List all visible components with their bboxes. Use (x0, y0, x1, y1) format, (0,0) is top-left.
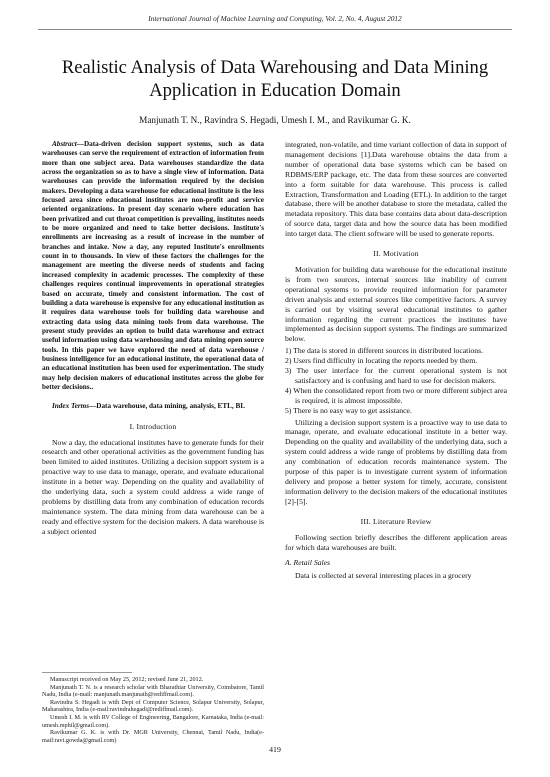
findings-list (285, 346, 507, 415)
left-column (42, 140, 264, 539)
section-heading-literature-review: III. Literature Review (360, 516, 432, 526)
right-column (285, 140, 507, 583)
footnote: Ravindra S. Hegadi is with Dept of Computer Science, Solapur University, Solapur, Maharashtra, India (e-mail:ravindrahegadi@rediffmail.com). (42, 698, 264, 714)
page-number: 419 (269, 745, 281, 754)
list-item: 1) The data is stored in different sources in distributed locations. (285, 346, 484, 356)
literature-review-text: Following section briefly describes the different application areas for which data warehouses are built. (285, 532, 507, 552)
motivation-text: Motivation for building data warehouse for the educational institute is from two sources, internal sources like inability of current operational systems to provide required information for parameter driven analysis and external sources like competitive factors. A survey is carried out by visiting several educational institutes to gather information regarding the current practices the institutes have implemented as decision support systems. The findings are summarized below. (285, 264, 507, 344)
subsection-heading-retail-sales: A. Retail Sales (285, 558, 331, 568)
index-terms (42, 402, 264, 411)
index-terms-text: —Data warehouse, data mining, analysis, ETL, BI. (89, 402, 245, 411)
index-terms-lead: Index Terms (52, 402, 90, 411)
section-heading-introduction: I. Introduction (129, 421, 177, 431)
section-heading-motivation: II. Motivation (373, 249, 419, 259)
footnote: Umesh I. M. is with RV College of Engineering, Bangalore, Karnataka, India (e-mail: umesh.mphil@gmail.com). (42, 713, 264, 729)
list-item: 5) There is no easy way to get assistance. (285, 405, 412, 415)
footnote: Ravikumar G. K. is with Dr. MGR University, Chennai, Tamil Nadu, India(e-mail:ravi.gowda@gmail.com) (42, 729, 264, 744)
list-item: 3) The user interface for the current operational system is not satisfactory and is confusing and hard to use for decision makers. (285, 366, 507, 385)
introduction-text: Now a day, the educational institutes have to generate funds for their research and other operational activities as the government funding has been limited to aided institutes. Utilizing a decision support system is a proactive way to use data to manage, operate, and evaluate educational institute in a better way. Depending on the quality and availability of the underlying data, such a system could address a wide range of problems by distilling data from any combination of education records maintenance system. The data mining from data warehouse can be a ready and effective system for the decision makers. A data warehouse is a subject oriented (42, 437, 264, 536)
list-item: 2) Users find difficulty in locating the reports needed by them. (285, 356, 478, 366)
abstract-lead: Abstract (52, 140, 77, 148)
author-list: Manjunath T. N., Ravindra S. Hegadi, Umesh I. M., and Ravikumar G. K. (139, 115, 411, 125)
header-divider (38, 29, 512, 30)
abstract-text: —Data-driven decision support systems, such as data warehouses can serve the requirement of extraction of information from more than one subject area. Data warehouses standardize the data across the organization so as to have a single view of information. Data warehouses can provide the information required by the decision makers. Developing a data warehouse for educational institute is the less focused area since educational institutes are non-profit and service oriented organizations. In present day scenario where education has been privatized and cut throat competition is prevailing, institutes needs to be more organized and need to take better decisions. Institute's enrollments are increasing as a result of increase in the number of branches and intake. Now a day, any reputed Institute's enrollments count in to thousands. In view of these factors the challenges for the management are meeting the diverse needs of students and facing increased complexity in academic processes. The complexity of these challenges requires continual improvements in operational strategies based on accurate, timely and consistent information. The cost of building a data warehouse is expensive for any educational institution as it requires data warehouse tools for building data warehouse and extracting data using data mining tools from data warehouse. The present study provides an option to build data warehouse and extract useful information using data warehousing and data mining open source tools. In this paper we have explored the need of data warehouse / business intelligence for an educational institute, the operational data of an educational institution has been used for experimentation. The study may help decision makers of educational institutes across the globe for better decisions.. (42, 140, 264, 391)
footnote-divider (42, 672, 132, 673)
paper-title: Realistic Analysis of Data Warehousing and Data Mining Application in Education Domain (61, 57, 489, 101)
journal-header: International Journal of Machine Learning and Computing, Vol. 2, No. 4, August 2012 (148, 14, 402, 23)
footnote: Manjunath T. N. is a research scholar with Bharathiar University, Coimbatore, Tamil Nadu, India (e-mail: manjunath.manjunath@rediffmail.com). (42, 683, 264, 699)
list-item: 4) When the consolidated report from two or more different subject area is required, it is almost impossible. (285, 385, 507, 405)
dss-text: Utilizing a decision support system is a proactive way to use data to manage, operate, and evaluate educational institute in a better way. Depending on the quality and availability of the underlying data, such a system could address a wide range of problems by distilling data from any combination of education records maintenance system. The purpose of this paper is to investigate current system of information delivery and propose a better system for timely, accurate, consistent information delivery to the decision makers of the educational institutes [2]-[5]. (285, 417, 507, 506)
abstract (42, 140, 264, 392)
footnote: Manuscript received on May 25, 2012; revised June 21, 2012. (50, 676, 204, 683)
footnotes (42, 672, 264, 744)
retail-sales-text: Data is collected at several interesting places in a grocery (295, 571, 472, 581)
continued-text: integrated, non-volatile, and time variant collection of data in support of management decisions [1].Data warehouse obtains the data from a number of operational data base systems which can be based on RDBMS/ERP package, etc. The data from these sources are converted into a form suitable for data warehouse. This process is called Extraction, Transformation and Loading (ETL). In addition to the target database, there will be another database to store the metadata, called the metadata repository. This data base contains data about data-description of source data, target data and how the source data has been modified into target data. The client software will be used to generate reports. (285, 140, 508, 239)
